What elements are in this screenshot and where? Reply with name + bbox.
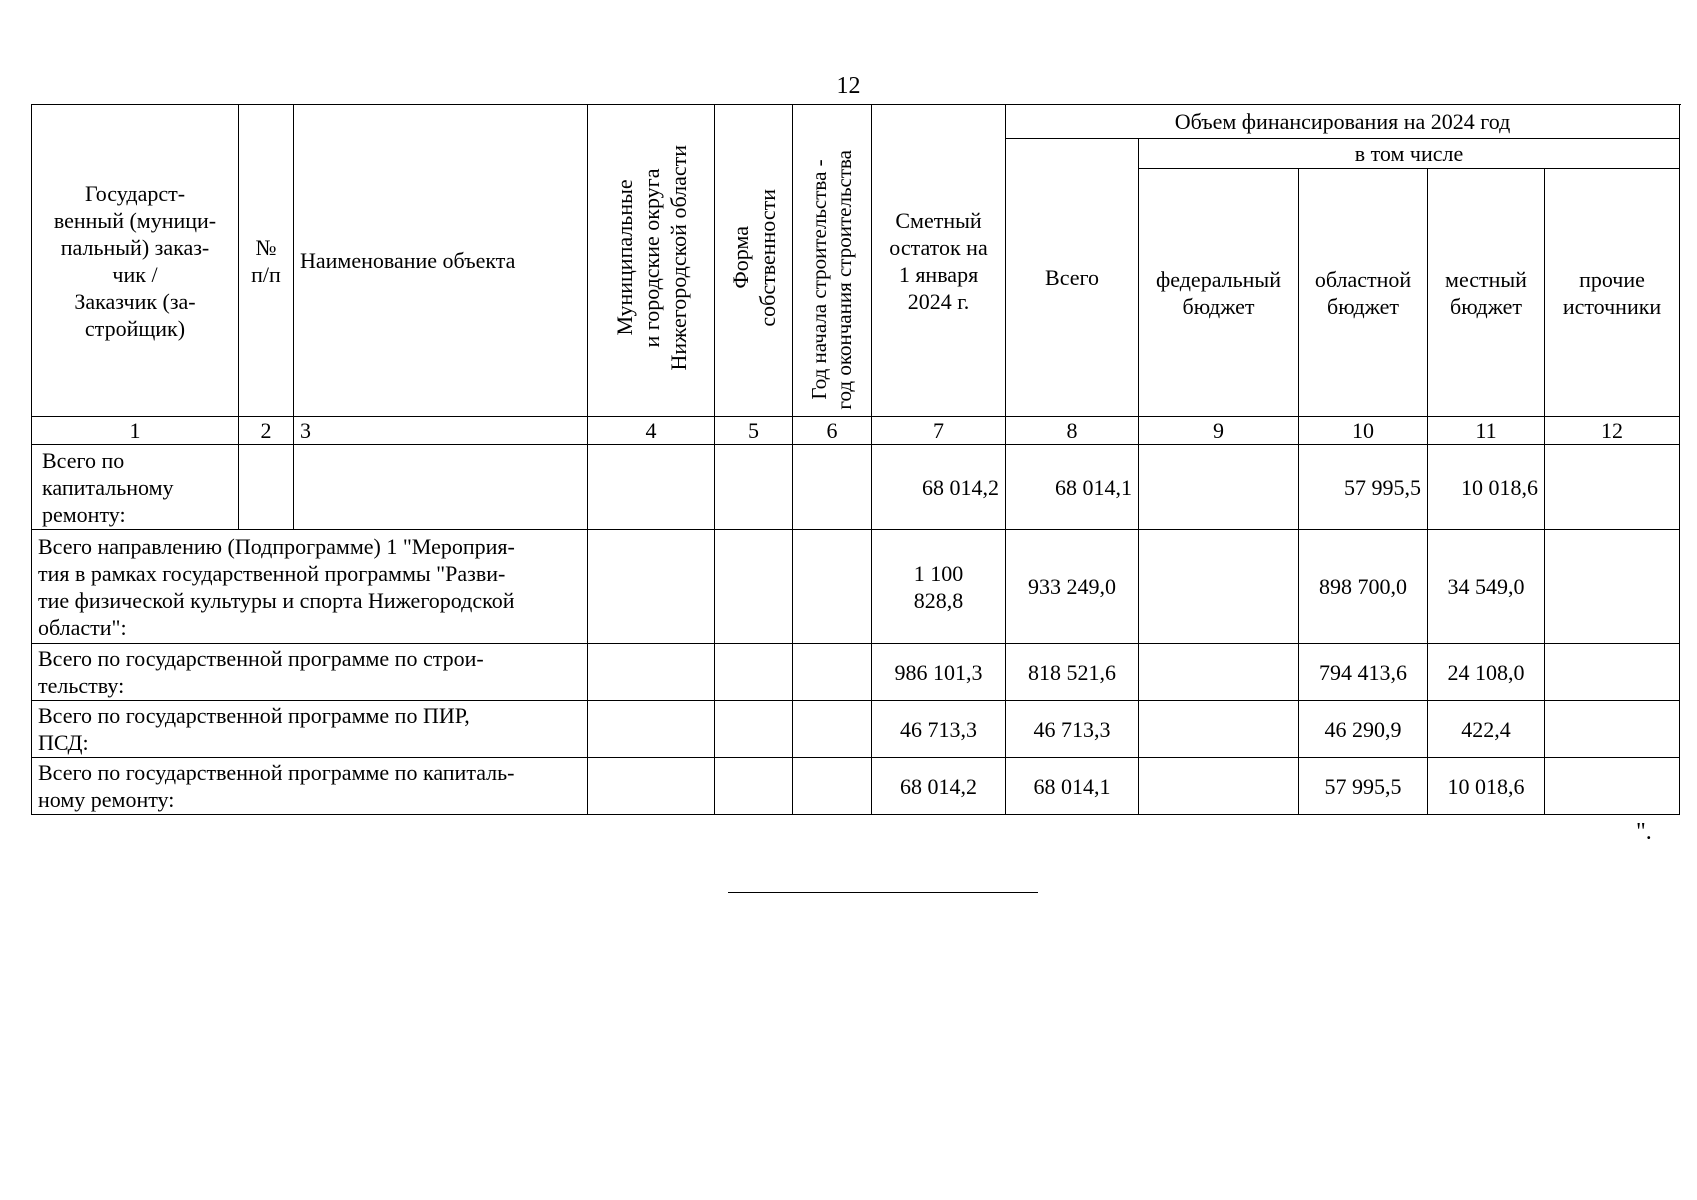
empty-cell <box>715 758 793 815</box>
table-row <box>32 758 1680 815</box>
other-value <box>1545 644 1680 701</box>
empty-cell <box>715 644 793 701</box>
header-years-text: Год начала строительства - год окончания строительства <box>807 150 856 410</box>
column-number: 11 <box>1428 417 1545 445</box>
regional-value: 57 995,5 <box>1299 758 1428 815</box>
table-row <box>32 701 1680 758</box>
header-total: Всего <box>1006 139 1139 417</box>
other-value <box>1545 445 1680 530</box>
total-value: 68 014,1 <box>1006 758 1139 815</box>
balance-value: 46 713,3 <box>872 701 1006 758</box>
header-object-name: Наименование объекта <box>294 105 588 417</box>
row-label: Всего по государственной программе по ПИР, ПСД: <box>32 701 588 758</box>
empty-cell <box>715 445 793 530</box>
column-number: 6 <box>793 417 872 445</box>
regional-value: 46 290,9 <box>1299 701 1428 758</box>
table-row <box>32 644 1680 701</box>
column-number: 1 <box>32 417 239 445</box>
header-other: прочие источники <box>1545 169 1680 417</box>
header-ownership-text: Форма собственности <box>727 188 780 327</box>
federal-value <box>1139 701 1299 758</box>
empty-cell <box>588 445 715 530</box>
total-value: 46 713,3 <box>1006 701 1139 758</box>
header-including: в том числе <box>1139 139 1680 169</box>
local-value: 10 018,6 <box>1428 445 1545 530</box>
empty-cell <box>793 758 872 815</box>
column-number: 9 <box>1139 417 1299 445</box>
total-value: 68 014,1 <box>1006 445 1139 530</box>
row-label: Всего направлению (Подпрограмме) 1 "Мероприя- тия в рамках государственной программы "Разви- тие физической культуры и спорта Нижегородской области": <box>32 530 588 644</box>
row-label: Всего по государственной программе по строи- тельству: <box>32 644 588 701</box>
column-number: 3 <box>294 417 588 445</box>
local-value: 10 018,6 <box>1428 758 1545 815</box>
financing-table <box>31 104 1680 815</box>
header-number: № п/п <box>239 105 294 417</box>
end-divider <box>728 892 1038 893</box>
local-value: 422,4 <box>1428 701 1545 758</box>
row-label: Всего по капитальному ремонту: <box>32 445 239 530</box>
regional-value: 898 700,0 <box>1299 530 1428 644</box>
row-label: Всего по государственной программе по капиталь- ному ремонту: <box>32 758 588 815</box>
table-row <box>32 530 1680 644</box>
empty-cell <box>294 445 588 530</box>
column-number: 4 <box>588 417 715 445</box>
table-row <box>32 445 1680 530</box>
other-value <box>1545 701 1680 758</box>
empty-cell <box>588 644 715 701</box>
balance-value: 986 101,3 <box>872 644 1006 701</box>
column-number: 12 <box>1545 417 1680 445</box>
federal-value <box>1139 644 1299 701</box>
total-value: 818 521,6 <box>1006 644 1139 701</box>
header-customer: Государст- венный (муници- пальный) заказ- чик / Заказчик (за- стройщик) <box>32 105 239 417</box>
total-value: 933 249,0 <box>1006 530 1139 644</box>
column-number: 8 <box>1006 417 1139 445</box>
regional-value: 794 413,6 <box>1299 644 1428 701</box>
local-value: 24 108,0 <box>1428 644 1545 701</box>
header-financing: Объем финансирования на 2024 год <box>1006 105 1680 139</box>
local-value: 34 549,0 <box>1428 530 1545 644</box>
header-local: местный бюджет <box>1428 169 1545 417</box>
federal-value <box>1139 445 1299 530</box>
empty-cell <box>793 445 872 530</box>
federal-value <box>1139 758 1299 815</box>
column-number-row <box>32 417 1680 445</box>
header-balance: Сметный остаток на 1 января 2024 г. <box>872 105 1006 417</box>
header-municipalities-text: Муниципальные и городские округа Нижегородской области <box>611 144 691 371</box>
column-number: 2 <box>239 417 294 445</box>
header-years <box>793 105 872 417</box>
header-row <box>32 105 1680 139</box>
header-federal: федеральный бюджет <box>1139 169 1299 417</box>
empty-cell <box>588 530 715 644</box>
column-number: 7 <box>872 417 1006 445</box>
empty-cell <box>715 701 793 758</box>
page-number: 12 <box>836 73 861 99</box>
header-municipalities <box>588 105 715 417</box>
header-ownership <box>715 105 793 417</box>
header-regional: областной бюджет <box>1299 169 1428 417</box>
column-number: 5 <box>715 417 793 445</box>
column-number: 10 <box>1299 417 1428 445</box>
balance-value: 68 014,2 <box>872 758 1006 815</box>
empty-cell <box>793 644 872 701</box>
balance-value: 1 100 828,8 <box>872 530 1006 644</box>
regional-value: 57 995,5 <box>1299 445 1428 530</box>
other-value <box>1545 530 1680 644</box>
federal-value <box>1139 530 1299 644</box>
empty-cell <box>239 445 294 530</box>
empty-cell <box>793 530 872 644</box>
empty-cell <box>588 701 715 758</box>
closing-quote: ". <box>1636 819 1652 845</box>
balance-value: 68 014,2 <box>872 445 1006 530</box>
empty-cell <box>793 701 872 758</box>
empty-cell <box>588 758 715 815</box>
other-value <box>1545 758 1680 815</box>
empty-cell <box>715 530 793 644</box>
